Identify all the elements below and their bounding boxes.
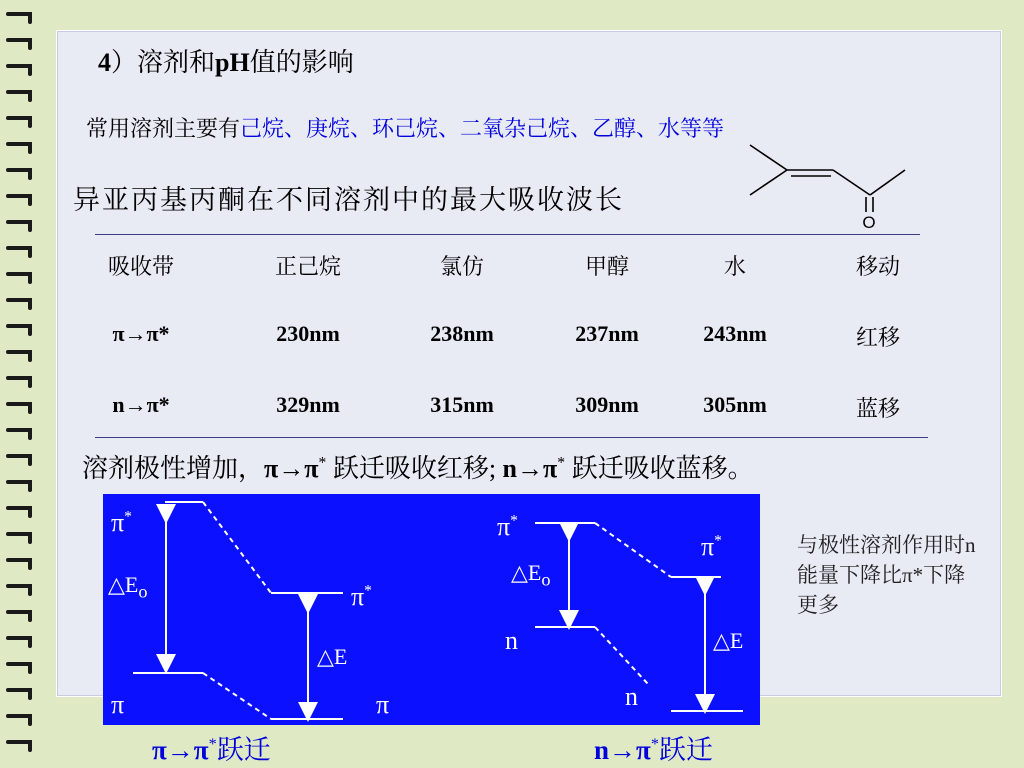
delta-e-label: △E [317, 644, 348, 669]
table-cell: 蓝移 [855, 396, 900, 421]
pi-star-right-label: π* [701, 532, 722, 561]
pi-pi-star-caption: π→π*跃迁 [152, 735, 271, 765]
table-header-cell: 移动 [855, 254, 900, 279]
table-header-cell: 水 [723, 254, 746, 279]
table-cell: π→π* [112, 321, 170, 346]
table-cell: 243nm [703, 321, 767, 346]
delta-e0-label: $\triangle E_o$ [511, 560, 551, 590]
table-cell: 309nm [575, 392, 639, 417]
oxygen-label: O [862, 213, 876, 232]
table-header-cell: 正己烷 [274, 254, 341, 279]
common-solvents-line: 常用溶剂主要有己烷、庚烷、环己烷、二氧杂己烷、乙醇、水等等 [86, 116, 725, 141]
table-cell: n→π* [112, 392, 170, 417]
table-cell: 237nm [575, 321, 639, 346]
table-header-cell: 氯仿 [439, 254, 484, 279]
side-note: 与极性溶剂作用时n能量下降比π*下降更多 [797, 533, 976, 617]
table-heading: 异亚丙基丙酮在不同溶剂中的最大吸收波长 [73, 185, 624, 215]
delta-e0-label: $\triangle E_o$ [108, 572, 148, 602]
pi-left-label: π [111, 690, 125, 719]
table-cell: 315nm [430, 392, 494, 417]
n-pi-star-caption: n→π*跃迁 [594, 735, 713, 765]
pi-star-right-label: π* [351, 582, 372, 611]
table-cell: 305nm [703, 392, 767, 417]
spiral-binding-edge [0, 0, 50, 768]
table-header-cell: 甲醇 [584, 254, 629, 279]
table-cell: 329nm [276, 392, 340, 417]
pi-star-top-label: π* [497, 512, 518, 541]
mesityl-oxide-structure [745, 140, 915, 235]
delta-e-label: △E [713, 628, 744, 653]
pi-star-top-label: π* [111, 508, 132, 537]
n-right-label: n [625, 682, 638, 711]
n-left-label: n [505, 626, 518, 655]
energy-level-lines [103, 494, 760, 725]
table-top-rule [95, 234, 920, 235]
pi-right-label: π [376, 690, 390, 719]
table-cell: 238nm [430, 321, 494, 346]
table-header-cell: 吸收带 [107, 254, 174, 279]
table-bottom-rule [95, 437, 928, 438]
table-cell: 230nm [276, 321, 340, 346]
table-cell: 红移 [855, 325, 900, 350]
energy-level-diagram [103, 494, 760, 725]
section-title: 4）溶剂和pH值的影响 [98, 48, 354, 77]
solvent-polarity-summary: 溶剂极性增加，π→π* 跃迁吸收红移; n→π* 跃迁吸收蓝移。 [82, 454, 754, 483]
